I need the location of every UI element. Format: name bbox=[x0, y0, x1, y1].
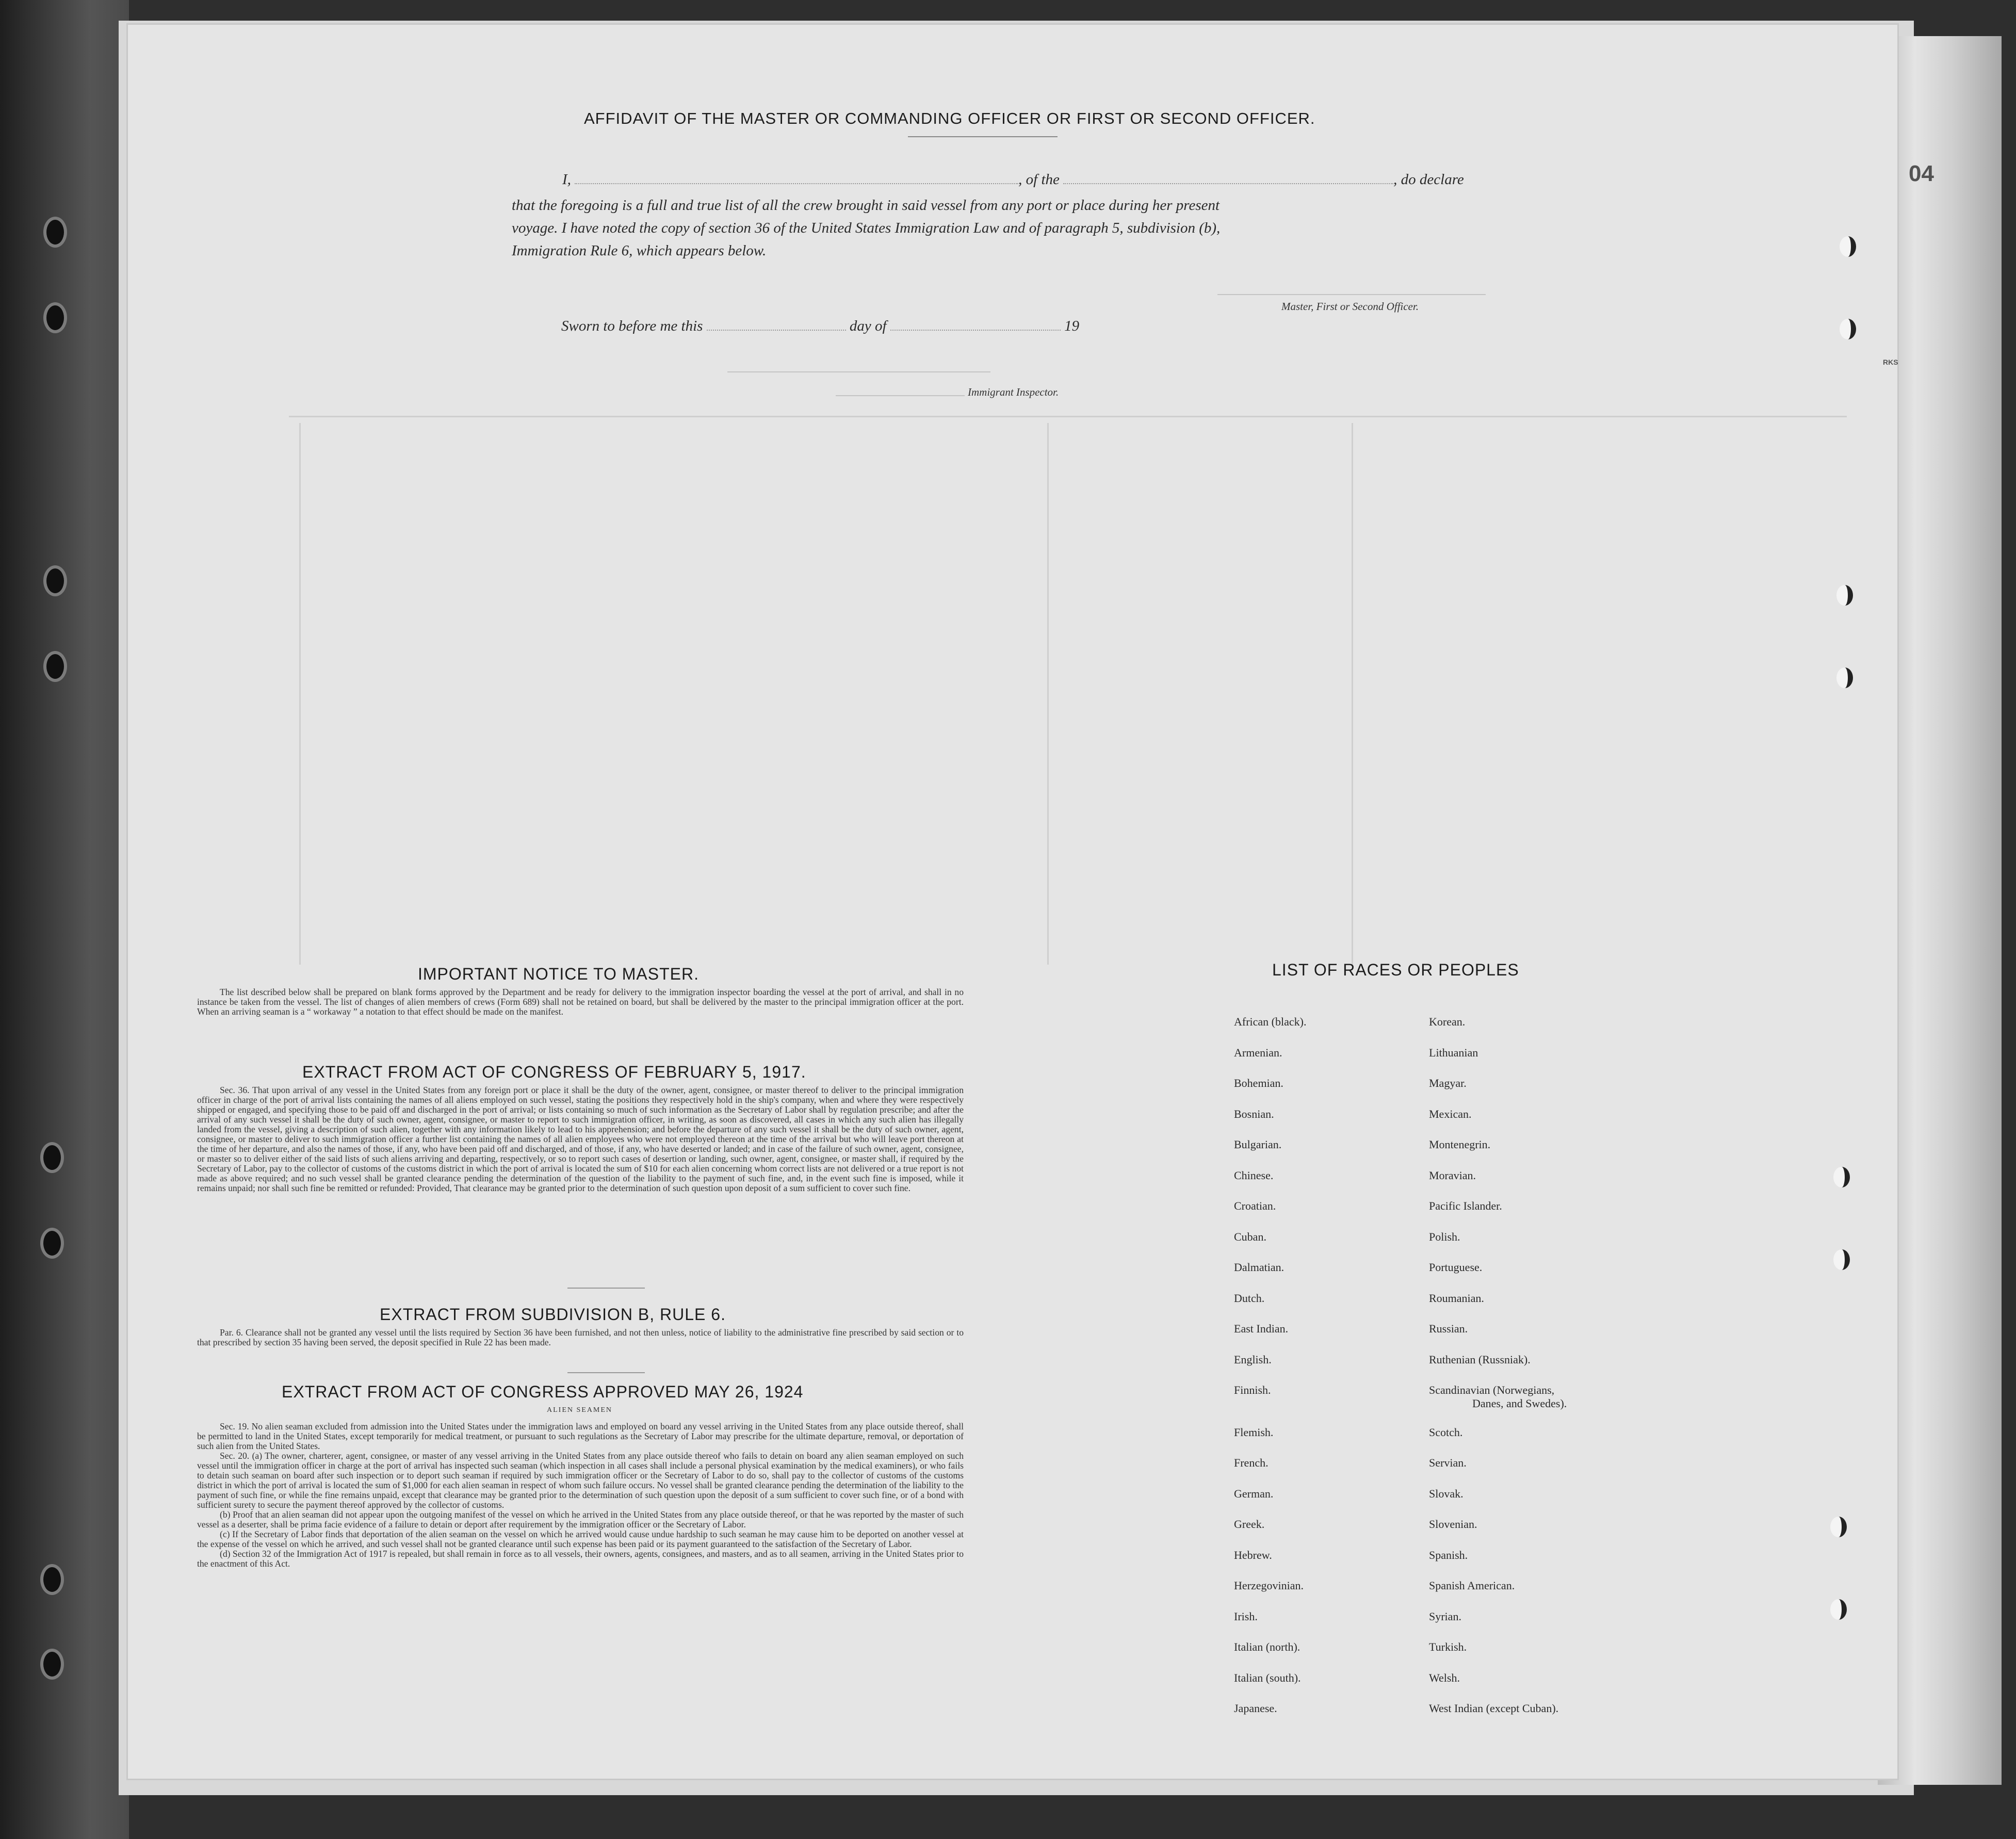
race-item: Cuban. bbox=[1234, 1230, 1266, 1243]
punch-hole bbox=[1833, 1167, 1850, 1187]
race-item: Finnish. bbox=[1234, 1384, 1271, 1396]
race-item: Bulgarian. bbox=[1234, 1138, 1282, 1151]
faint-row-line bbox=[289, 416, 1847, 417]
inspector-rule-upper bbox=[727, 371, 990, 372]
notice-paragraph: The list described below shall be prepared on blank forms approved by the Department and be ready for delivery to the immigration inspector boarding the vessel at the port of arrival, and shall in no instance be taken from the vessel. The list of changes of alien members of crews (Form 689) shall not be retained on board, but shall be delivered by the master to the principal immigration officer at the port. When an arriving seaman is a “ workaway ” a notation to that effect should be made on the manifest. bbox=[197, 987, 964, 1017]
extract-1924-body bbox=[197, 1422, 964, 1569]
race-item: Japanese. bbox=[1234, 1702, 1277, 1715]
binder-hole bbox=[43, 217, 67, 248]
extract-1924-sec19: Sec. 19. No alien seaman excluded from admission into the United States under the immigration laws and employed on board any vessel arriving in the United States from any place outside thereof, shall be permitted to land in the United States, except temporarily for medical treatment, or pursuant to such regulations as the Secretary of Labor may prescribe for the ultimate departure, removal, or deportation of such alien from the United States. bbox=[197, 1421, 964, 1451]
binder-hole bbox=[43, 302, 67, 333]
race-item: Syrian. bbox=[1429, 1610, 1461, 1623]
punch-hole bbox=[1830, 1517, 1847, 1537]
name-blank bbox=[575, 183, 1018, 184]
binder-hole bbox=[40, 1649, 64, 1680]
race-item: Scotch. bbox=[1429, 1426, 1463, 1439]
race-item: Ruthenian (Russniak). bbox=[1429, 1353, 1531, 1366]
race-item: Dalmatian. bbox=[1234, 1261, 1285, 1274]
race-item: Slovak. bbox=[1429, 1487, 1464, 1500]
section-divider bbox=[567, 1288, 645, 1289]
race-item: Magyar. bbox=[1429, 1077, 1467, 1089]
punch-hole bbox=[1833, 1249, 1850, 1270]
race-item: East Indian. bbox=[1234, 1322, 1289, 1335]
race-item: Lithuanian bbox=[1429, 1046, 1478, 1059]
punch-hole bbox=[1836, 668, 1853, 688]
extract-1917-body bbox=[197, 1085, 964, 1193]
race-item: Dutch. bbox=[1234, 1292, 1265, 1305]
race-item: Turkish. bbox=[1429, 1640, 1467, 1653]
punch-hole bbox=[1840, 236, 1856, 257]
extract-1917-title: EXTRACT FROM ACT OF CONGRESS OF FEBRUARY 5, 1917. bbox=[302, 1063, 806, 1081]
race-item: Italian (south). bbox=[1234, 1671, 1301, 1684]
race-item: Croatian. bbox=[1234, 1199, 1276, 1212]
inspector-caption: Immigrant Inspector. bbox=[968, 386, 1059, 398]
punch-hole bbox=[1836, 585, 1853, 606]
title-rule bbox=[908, 136, 1058, 137]
bleed-small-right: RKS bbox=[1883, 358, 1898, 366]
binder-left-edge bbox=[0, 0, 129, 1839]
section-divider bbox=[567, 1372, 645, 1373]
race-item: Italian (north). bbox=[1234, 1640, 1300, 1653]
extract-1924-sec20c: (c) If the Secretary of Labor finds that deportation of the alien seaman on the vessel on which he arrived would cause undue hardship to such seaman he may cause him to be deported on another vessel at the expense of the vessel on which he arrived, and such vessel shall not be granted clearance until such expense has been paid or its payment guaranteed to the satisfaction of the Secretary of Labor. bbox=[197, 1529, 964, 1549]
sworn-month-blank bbox=[890, 330, 1061, 331]
extract-1924-sec20a: Sec. 20. (a) The owner, charterer, agent, consignee, or master of any vessel arriving in the United States from any place outside thereof who fails to detain on board any alien seaman employed on such vessel until the immigration officer in charge at the port of arrival has inspected such seaman (which inspection in all cases shall include a personal physical examination by the medical examiners), or who fails to detain such seaman on board after such inspection or to deport such seaman if required by such immigration officer or the Secretary of Labor to do so, shall pay to the collector of customs of the customs district in which the port of arrival is located the sum of $1,000 for each alien seaman in respect of whom such failure occurs. No vessel shall be granted clearance pending the determination of the liability to the payment of such fine, or while the fine remains unpaid, except that clearance may be granted prior to the determination of such question upon the deposit of a sum sufficient to cover such fine, or of a bond with sufficient surety to secure the payment thereof approved by the collector of customs. bbox=[197, 1451, 964, 1510]
sworn-day-of: day of bbox=[849, 318, 887, 334]
sworn-day-blank bbox=[707, 330, 846, 331]
extract-1924-sec20b: (b) Proof that an alien seaman did not appear upon the outgoing manifest of the vessel on which he arrived in the United States from any place outside thereof, or that he was reported by the master of such vessel as a deserter, shall be prima facie evidence of a failure to detain or deport after requirement by the immigration officer or the Secretary of Labor. bbox=[197, 1509, 964, 1529]
race-item: Scandinavian (Norwegians, bbox=[1429, 1384, 1555, 1396]
alien-seamen-subtitle: ALIEN SEAMEN bbox=[547, 1406, 613, 1414]
race-item: Herzegovinian. bbox=[1234, 1579, 1304, 1592]
affidavit-title: AFFIDAVIT OF THE MASTER OR COMMANDING OFFICER OR FIRST OR SECOND OFFICER. bbox=[584, 109, 1315, 127]
race-item: Bohemian. bbox=[1234, 1077, 1283, 1089]
faint-column-line bbox=[1047, 423, 1049, 965]
race-item: Slovenian. bbox=[1429, 1518, 1477, 1531]
race-item: Bosnian. bbox=[1234, 1108, 1274, 1120]
extract-1917-paragraph: Sec. 36. That upon arrival of any vessel in the United States from any foreign port or place it shall be the duty of the owner, agent, consignee, or master thereof to deliver to the principal immigration officer in charge of the port of arrival lists containing the names of all aliens employed on such vessel, stating the positions they respectively hold in the ship's company, when and where they were respectively shipped or engaged, and specifying those to be paid off and discharged in the port of arrival; or lists containing so much of such information as the Secretary of Labor shall by regulation prescribe; and after the arrival of any such vessel it shall be the duty of such owner, agent, consignee, or master to report to such immigration officer, in writing, as soon as discovered, all cases in which any such alien has illegally landed from the vessel, giving a description of such alien, together with any information likely to lead to his apprehension; and before the departure of any such vessel it shall be the duty of such owner, agent, consignee, or master to deliver to such immigration officer a further list containing the names of all alien employees who were not employed thereon at the time of the arrival but who will leave port thereon at the time of her departure, and also the names of those, if any, who have been paid off and discharged, and of those, if any, who have deserted or landed; and in case of the failure of such owner, agent, consignee, or master so to deliver either of the said lists of such aliens arriving and departing, respectively, or so to report such cases of desertion or landing, such owner, agent, consignee, or master shall, if required by the Secretary of Labor, pay to the collector of customs of the customs district in which the port of arrival is located the sum of $10 for each alien concerning whom correct lists are not delivered or a true report is not made as above required; and no such vessel shall be granted clearance pending the determination of the question of the liability to the payment of such fine, and, in the event such fine is imposed, while it remains unpaid; nor shall such fine be remitted or refunded: Provided, That clearance may be granted prior to the determination of such question upon deposit of a sum sufficient to cover such fine. bbox=[197, 1085, 964, 1193]
punch-hole bbox=[1830, 1599, 1847, 1620]
race-item: Chinese. bbox=[1234, 1169, 1274, 1182]
race-item: Pacific Islander. bbox=[1429, 1199, 1502, 1212]
race-item: Roumanian. bbox=[1429, 1292, 1484, 1305]
race-item: West Indian (except Cuban). bbox=[1429, 1702, 1559, 1715]
faint-column-line bbox=[1352, 423, 1353, 965]
extract-rule6-paragraph: Par. 6. Clearance shall not be granted any vessel until the lists required by Section 36 have been furnished, and not then unless, notice of liability to the administrative fine prescribed by said section or to that prescribed by section 35 having been served, the deposit specified in Rule 22 has been made. bbox=[197, 1327, 964, 1347]
vessel-blank bbox=[1063, 183, 1393, 184]
signature-line bbox=[1217, 294, 1486, 295]
affidavit-line-4: Immigration Rule 6, which appears below. bbox=[512, 242, 767, 259]
race-item: Armenian. bbox=[1234, 1046, 1282, 1059]
race-item: Spanish American. bbox=[1429, 1579, 1515, 1592]
binder-hole bbox=[43, 565, 67, 596]
race-item: Flemish. bbox=[1234, 1426, 1274, 1439]
race-item: African (black). bbox=[1234, 1015, 1307, 1028]
affidavit-of-the: , of the bbox=[1018, 171, 1060, 188]
extract-1924-title: EXTRACT FROM ACT OF CONGRESS APPROVED MAY 26, 1924 bbox=[282, 1382, 804, 1401]
race-item: Korean. bbox=[1429, 1015, 1466, 1028]
race-item: Moravian. bbox=[1429, 1169, 1476, 1182]
race-item: Spanish. bbox=[1429, 1549, 1468, 1561]
extract-rule6-title: EXTRACT FROM SUBDIVISION B, RULE 6. bbox=[380, 1305, 726, 1324]
affidavit-i: I, bbox=[562, 171, 571, 188]
binder-hole bbox=[43, 651, 67, 682]
race-item: Servian. bbox=[1429, 1456, 1467, 1469]
races-title: LIST OF RACES OR PEOPLES bbox=[1272, 961, 1519, 979]
affidavit-line-3: voyage. I have noted the copy of section 36 of the United States Immigration Law and of paragraph 5, subdivision (b), bbox=[512, 220, 1221, 236]
race-item: Irish. bbox=[1234, 1610, 1258, 1623]
inspector-rule bbox=[836, 395, 965, 396]
race-item: Hebrew. bbox=[1234, 1549, 1272, 1561]
page-edge-strip bbox=[1888, 356, 1962, 1780]
race-item: Montenegrin. bbox=[1429, 1138, 1491, 1151]
sworn-prefix: Sworn to before me this bbox=[561, 318, 703, 334]
sworn-year: 19 bbox=[1064, 318, 1080, 334]
race-item: Polish. bbox=[1429, 1230, 1460, 1243]
binder-hole bbox=[40, 1228, 64, 1259]
binder-hole bbox=[40, 1142, 64, 1173]
punch-hole bbox=[1840, 319, 1856, 339]
signature-caption: Master, First or Second Officer. bbox=[1281, 300, 1419, 313]
sworn-line bbox=[561, 318, 1079, 335]
notice-title: IMPORTANT NOTICE TO MASTER. bbox=[418, 965, 699, 983]
race-item: Russian. bbox=[1429, 1322, 1468, 1335]
bleed-number-right: 04 bbox=[1909, 161, 1934, 186]
race-item: English. bbox=[1234, 1353, 1272, 1366]
faint-column-line bbox=[299, 423, 301, 965]
race-item: Mexican. bbox=[1429, 1108, 1472, 1120]
binder-hole bbox=[40, 1564, 64, 1595]
race-item: Greek. bbox=[1234, 1518, 1265, 1531]
affidavit-line-1 bbox=[512, 171, 1464, 188]
extract-rule6-body bbox=[197, 1328, 964, 1347]
extract-1924-sec20d: (d) Section 32 of the Immigration Act of 1917 is repealed, but shall remain in force as to all vessels, their owners, agents, consignees, and masters, and as to all seamen, arriving in the United States prior to the enactment of this Act. bbox=[197, 1549, 964, 1569]
race-item: French. bbox=[1234, 1456, 1269, 1469]
race-item: German. bbox=[1234, 1487, 1274, 1500]
race-item: Danes, and Swedes). bbox=[1472, 1397, 1567, 1410]
race-item: Welsh. bbox=[1429, 1671, 1460, 1684]
affidavit-line-2: that the foregoing is a full and true list of all the crew brought in said vessel from any port or place during her present bbox=[512, 197, 1220, 214]
affidavit-do-declare: , do declare bbox=[1393, 171, 1464, 188]
notice-body bbox=[197, 987, 964, 1017]
race-item: Portuguese. bbox=[1429, 1261, 1483, 1274]
